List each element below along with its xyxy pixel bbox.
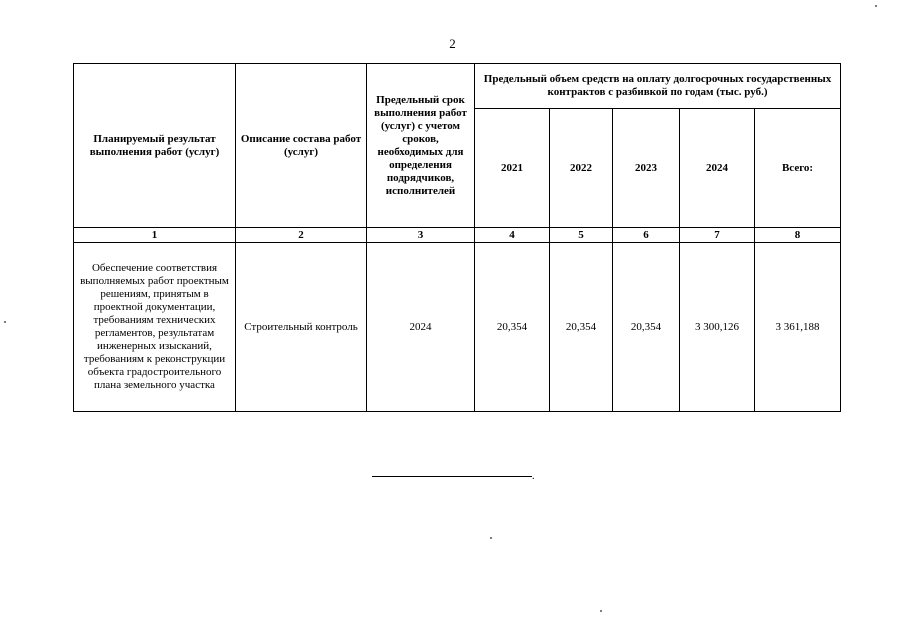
- cell-amount-2021: 20,354: [475, 243, 550, 412]
- header-description: Описание состава работ (услуг): [236, 64, 367, 228]
- column-number: 2: [236, 228, 367, 243]
- cell-amount-2024: 3 300,126: [680, 243, 755, 412]
- closing-rule: [372, 476, 532, 477]
- cell-description: Строительный контроль: [236, 243, 367, 412]
- cell-amount-2023: 20,354: [613, 243, 680, 412]
- scan-speck: [600, 610, 602, 612]
- column-number: 4: [475, 228, 550, 243]
- scan-speck: [490, 537, 492, 539]
- contracts-table: [73, 63, 841, 412]
- cell-result: Обеспечение соответствия выполняемых работ проектным решениям, принятым в проектной документации, требованиям технических регламентов, результатам инженерных изысканий, требованиям к реконструкции объекта градостроительного плана земельного участка: [74, 243, 236, 412]
- header-year-2024: 2024: [680, 109, 755, 228]
- cell-deadline: 2024: [367, 243, 475, 412]
- column-number: 5: [550, 228, 613, 243]
- header-year-2023: 2023: [613, 109, 680, 228]
- column-number: 8: [755, 228, 841, 243]
- column-number: 3: [367, 228, 475, 243]
- scan-speck: [875, 5, 877, 7]
- header-year-2021: 2021: [475, 109, 550, 228]
- header-result: Планируемый результат выполнения работ (услуг): [74, 64, 236, 228]
- cell-amount-2022: 20,354: [550, 243, 613, 412]
- cell-amount-total: 3 361,188: [755, 243, 841, 412]
- header-funding: Предельный объем средств на оплату долгосрочных государственных контрактов с разбивкой по годам (тыс. руб.): [475, 64, 841, 109]
- column-number: 7: [680, 228, 755, 243]
- header-total: Всего:: [755, 109, 841, 228]
- closing-rule-end: .: [532, 471, 535, 482]
- column-number: 1: [74, 228, 236, 243]
- scan-speck: [4, 321, 6, 323]
- page-number: 2: [449, 36, 456, 51]
- table-row: [74, 243, 841, 412]
- header-year-2022: 2022: [550, 109, 613, 228]
- column-number: 6: [613, 228, 680, 243]
- column-number-row: [74, 228, 841, 243]
- header-deadline: Предельный срок выполнения работ (услуг) с учетом сроков, необходимых для определения подрядчиков, исполнителей: [367, 64, 475, 228]
